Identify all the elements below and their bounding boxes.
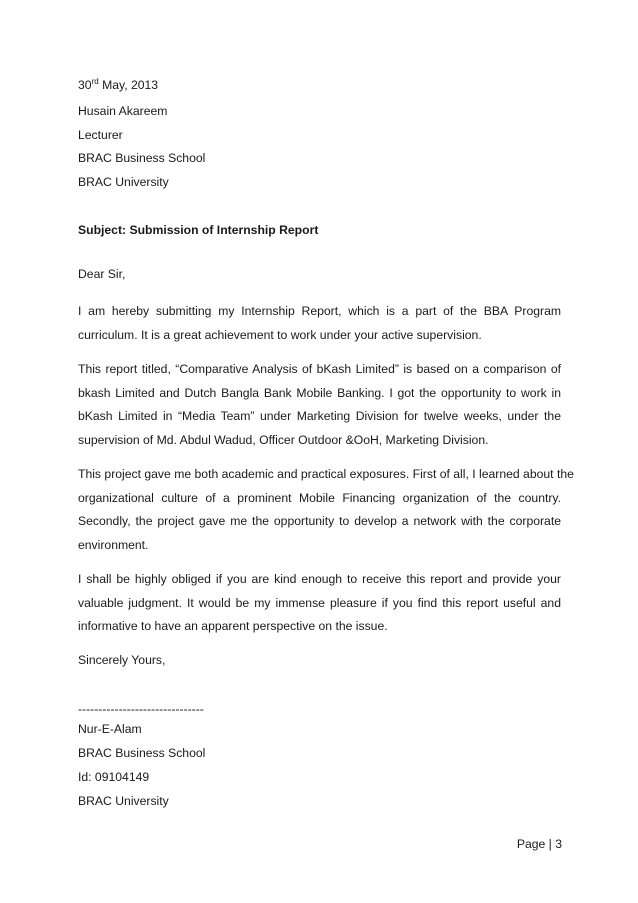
signer-name: Nur-E-Alam [78,722,142,736]
letter-date [78,77,158,93]
paragraph-3-line-4: environment. [78,538,149,552]
date-rest: May, 2013 [98,78,159,92]
recipient-school: BRAC Business School [78,151,206,165]
paragraph-1-line-1: I am hereby submitting my Internship Report, which is a part of the BBA Program [78,304,561,318]
paragraph-3-line-3: Secondly, the project gave me the opportunity to develop a network with the corporate [78,514,561,528]
subject-line: Subject: Submission of Internship Report [78,223,319,237]
signer-school: BRAC Business School [78,746,206,760]
recipient-university: BRAC University [78,175,169,189]
paragraph-3-line-1: This project gave me both academic and practical exposures. First of all, I learned about the [78,467,574,481]
paragraph-1-line-2: curriculum. It is a great achievement to work under your active supervision. [78,328,482,342]
paragraph-4-line-2: valuable judgment. It would be my immense pleasure if you find this report useful and [78,596,561,610]
signature-line: ------------------------------- [78,702,204,716]
salutation: Dear Sir, [78,267,126,281]
paragraph-2-line-2: bkash Limited and Dutch Bangla Bank Mobile Banking. I got the opportunity to work in [78,386,561,400]
paragraph-4-line-3: informative to have an apparent perspective on the issue. [78,619,388,633]
paragraph-4-line-1: I shall be highly obliged if you are kind enough to receive this report and provide your [78,572,561,586]
recipient-title: Lecturer [78,128,123,142]
page-number: Page | 3 [516,837,562,851]
signer-id: Id: 09104149 [78,770,150,784]
signer-university: BRAC University [78,794,169,808]
recipient-name: Husain Akareem [78,104,168,118]
date-day: 30 [78,78,92,92]
closing: Sincerely Yours, [78,653,166,667]
paragraph-2-line-3: bKash Limited in “Media Team” under Marketing Division for twelve weeks, under the [78,409,561,423]
date-suffix: rd [91,77,99,86]
paragraph-2-line-4: supervision of Md. Abdul Wadud, Officer Outdoor &OoH, Marketing Division. [78,433,489,447]
paragraph-2-line-1: This report titled, “Comparative Analysis of bKash Limited” is based on a comparison of [78,362,561,376]
paragraph-3-line-2: organizational culture of a prominent Mobile Financing organization of the country. [78,491,561,505]
